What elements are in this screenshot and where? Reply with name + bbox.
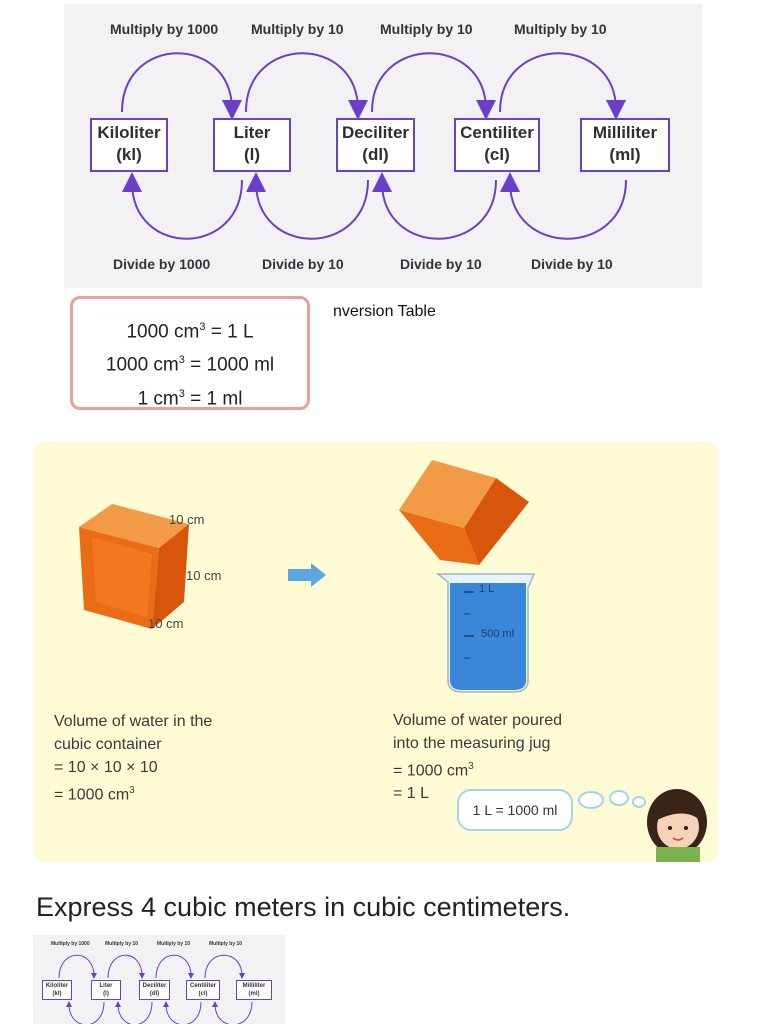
unit-name: Deciliter	[341, 123, 410, 142]
multiply-label: Multiply by 10	[105, 941, 139, 947]
unit-box-milliliter	[580, 118, 670, 172]
unit-abbr: (cl)	[484, 145, 510, 164]
text-part: = 1000 cm	[54, 786, 130, 804]
unit-abbr: (kl)	[116, 145, 142, 164]
multiply-arrow	[122, 53, 232, 112]
unit-box-liter	[91, 980, 121, 1000]
divide-arrow	[166, 1002, 201, 1024]
divide-arrow	[510, 180, 626, 239]
formula-left: 1000 cm	[105, 354, 179, 376]
unit-abbr: (ml)	[609, 145, 641, 164]
speech-bubble: 1 L = 1000 ml	[457, 789, 573, 831]
unit-box-kiloliter	[90, 118, 168, 172]
multiply-arrow	[59, 955, 94, 978]
divide-label: Divide by 10	[262, 256, 344, 272]
unit-abbr: (ml)	[248, 991, 260, 997]
dimension-label: 10 cm	[148, 616, 184, 631]
divide-arrow	[132, 180, 242, 239]
multiply-label: Multiply by 1000	[110, 21, 219, 37]
divide-arrow	[256, 180, 368, 239]
multiply-arrow	[246, 53, 358, 112]
thought-bubble-dot	[633, 797, 645, 807]
dimension-label: 10 cm	[186, 568, 222, 583]
jug-mark-label: 1 L	[479, 583, 495, 595]
text-line: = 1 L	[393, 785, 430, 803]
multiply-label: Multiply by 1000	[51, 941, 90, 947]
unit-conversion-diagram	[64, 4, 702, 288]
container-volume-text	[54, 710, 212, 806]
superscript: 3	[178, 354, 185, 367]
formula-line	[73, 313, 307, 346]
superscript: 3	[129, 785, 135, 796]
multiply-arrow	[108, 955, 142, 978]
multiply-label: Multiply by 10	[514, 21, 607, 37]
unit-box-deciliter	[336, 118, 415, 172]
unit-abbr: (kl)	[52, 991, 62, 997]
question-heading: Express 4 cubic meters in cubic centimeters.	[36, 892, 571, 922]
multiply-arrow	[500, 53, 616, 112]
divide-label: Divide by 1000	[113, 256, 211, 272]
volume-illustration-panel	[34, 442, 718, 862]
unit-name: Liter	[99, 983, 113, 989]
text-line	[393, 755, 562, 782]
multiply-label: Multiply by 10	[380, 21, 473, 37]
thought-bubble-dot	[610, 791, 628, 805]
unit-abbr: (dl)	[149, 991, 160, 997]
unit-box-kiloliter	[42, 980, 72, 1000]
thought-bubble-dot	[579, 792, 603, 808]
formula-left: 1000 cm	[126, 321, 200, 343]
table-caption: nversion Table	[333, 303, 436, 320]
unit-name: Centiliter	[460, 123, 534, 142]
unit-abbr: (dl)	[362, 145, 389, 164]
multiply-arrow	[156, 955, 191, 978]
unit-abbr: (l)	[103, 991, 109, 997]
girl-avatar	[647, 789, 707, 862]
text-part: = 1000 cm	[393, 762, 469, 780]
dimension-label: 10 cm	[169, 512, 205, 527]
text-line: Volume of water in the	[54, 713, 213, 730]
formula-line	[73, 346, 307, 379]
formula-line	[73, 380, 307, 413]
superscript: 3	[178, 387, 185, 400]
divide-arrow	[382, 180, 496, 239]
formula-right: = 1 ml	[184, 387, 243, 409]
volume-formula-box	[70, 296, 310, 410]
divide-label: Divide by 10	[531, 256, 613, 272]
superscript: 3	[468, 761, 474, 772]
text-line: into the measuring jug	[393, 735, 551, 752]
divide-arrow	[69, 1002, 104, 1024]
text-line: cubic container	[54, 736, 162, 753]
text-line	[54, 779, 212, 806]
unit-name: Liter	[233, 123, 271, 142]
unit-box-centiliter	[454, 118, 540, 172]
divide-arrow	[215, 1002, 252, 1024]
arrow-right-icon	[288, 563, 326, 587]
unit-abbr: (cl)	[198, 991, 208, 997]
unit-name: Milliliter	[242, 983, 266, 989]
multiply-arrow	[205, 955, 242, 978]
jug-mark-label: 500 ml	[481, 628, 515, 640]
multiply-label: Multiply by 10	[251, 21, 344, 37]
formula-left: 1 cm	[137, 387, 179, 409]
tilted-cube-illustration	[399, 460, 529, 565]
formula-right: = 1 L	[205, 321, 254, 343]
divide-arrow	[118, 1002, 152, 1024]
unit-box-milliliter	[236, 980, 272, 1000]
multiply-label: Multiply by 10	[157, 941, 191, 947]
text-line: = 10 × 10 × 10	[54, 759, 158, 776]
unit-box-liter	[213, 118, 291, 172]
unit-name: Kiloliter	[97, 123, 161, 142]
unit-name: Centiliter	[189, 983, 216, 989]
unit-name: Deciliter	[142, 983, 167, 989]
text-line: Volume of water poured	[393, 712, 562, 729]
unit-abbr: (l)	[243, 145, 261, 164]
divide-label: Divide by 10	[400, 256, 482, 272]
unit-name: Kiloliter	[45, 983, 69, 989]
superscript: 3	[199, 321, 206, 333]
multiply-arrow	[372, 53, 486, 112]
multiply-label: Multiply by 10	[209, 941, 243, 947]
formula-right: = 1000 ml	[184, 354, 275, 376]
unit-box-deciliter	[139, 980, 170, 1000]
unit-conversion-diagram-thumbnail	[33, 935, 285, 1024]
unit-name: Milliliter	[592, 123, 658, 142]
unit-box-centiliter	[186, 980, 220, 1000]
